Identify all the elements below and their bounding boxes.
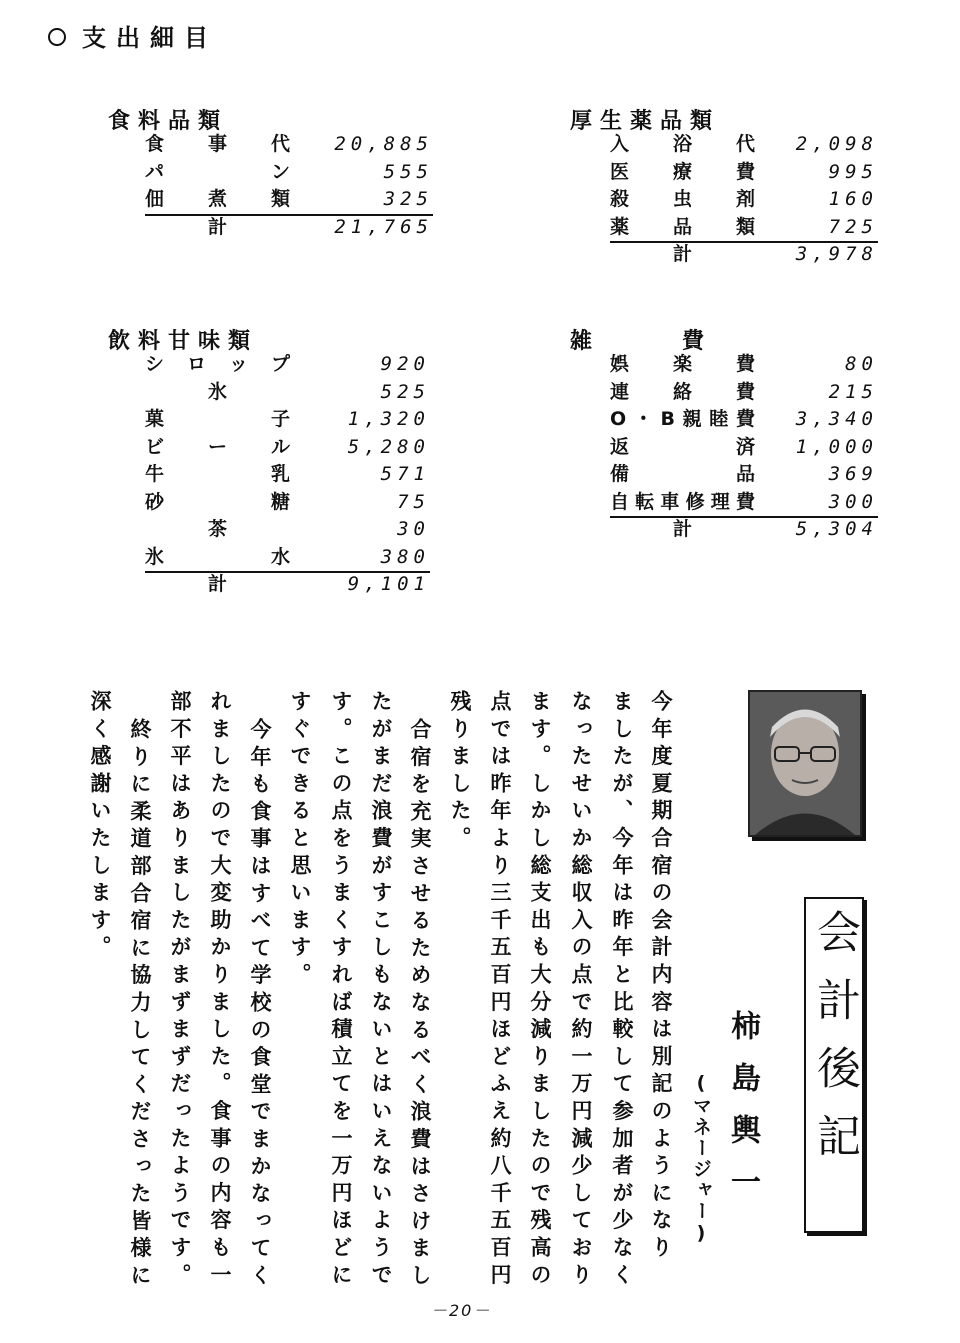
- total-label: 計: [207, 573, 227, 595]
- row-value: 75: [397, 490, 430, 513]
- total-label: 計: [672, 518, 692, 540]
- misc-table: [610, 351, 878, 544]
- total-row: [145, 214, 433, 242]
- article-column: 部不平はありましたがまずまずだったようです。: [168, 690, 193, 1291]
- total-row: [610, 241, 878, 269]
- article-column: ます。しかし総支出も大分減りましたので残高の: [528, 690, 553, 1291]
- page-number: －20－: [431, 1301, 492, 1320]
- row-label: 食 事 代: [145, 133, 290, 155]
- row-value: 995: [828, 160, 878, 183]
- row-value: 725: [828, 215, 878, 238]
- article-column: ましたが、今年は昨年と比較して参加者が少なく: [610, 690, 635, 1291]
- welfare-title: 厚生薬品類: [570, 109, 721, 134]
- row-value: 525: [380, 380, 430, 403]
- row-label: 自 転 車 修 理 費: [610, 490, 755, 513]
- row-value: 380: [380, 545, 430, 568]
- row-value: 571: [380, 463, 430, 485]
- table-row: [145, 461, 430, 489]
- author-photo: [748, 690, 862, 837]
- row-label: 菓 子: [145, 408, 290, 430]
- article-column: 合宿を充実させるためなるべく浪費はさけまし: [408, 718, 433, 1292]
- row-value: 325: [383, 188, 433, 210]
- table-row: [610, 434, 878, 462]
- total-value: 21,765: [334, 215, 433, 238]
- foods-table: [145, 131, 433, 241]
- row-label: 佃 煮 類: [145, 188, 290, 210]
- table-row: [145, 544, 430, 572]
- welfare-table: [610, 131, 878, 269]
- total-row: [145, 571, 430, 599]
- page-heading: [48, 18, 218, 53]
- row-value: 20,885: [334, 133, 433, 155]
- row-value: 80: [845, 353, 878, 375]
- table-row: [610, 186, 878, 214]
- total-value: 3,978: [795, 243, 878, 265]
- article-column: 深く感謝いたします。: [88, 690, 113, 963]
- circle-bullet-icon: [48, 28, 66, 46]
- table-row: [145, 489, 430, 517]
- row-value: 1,320: [347, 408, 430, 430]
- article-column: 今年度夏期合宿の会計内容は別記のようになり: [649, 690, 674, 1264]
- table-row: [610, 131, 878, 159]
- row-label: 牛 乳: [145, 463, 290, 485]
- row-label: 入 浴 代: [610, 133, 755, 155]
- table-row: [145, 406, 430, 434]
- row-value: 300: [828, 490, 878, 513]
- table-row: [610, 406, 878, 434]
- row-value: 30: [397, 518, 430, 540]
- table-row: [610, 379, 878, 407]
- row-value: 2,098: [795, 133, 878, 155]
- article-column: 残りました。: [448, 690, 473, 854]
- total-label: 計: [207, 215, 227, 238]
- row-value: 920: [380, 353, 430, 375]
- table-row: [610, 214, 878, 242]
- article-title: 会計後記: [809, 909, 860, 1181]
- table-row: [145, 516, 430, 544]
- article-column: 今年も食事はすべて学校の食堂でまかなってく: [248, 718, 273, 1292]
- drinks-title: 飲料甘味類: [108, 329, 259, 354]
- page-heading-text: 支出細目: [82, 24, 218, 52]
- table-row: [145, 159, 433, 187]
- row-label: ビ ー ル: [145, 435, 290, 458]
- row-label: 砂 糖: [145, 490, 290, 513]
- row-label: 医 療 費: [610, 160, 755, 183]
- row-label: 氷: [207, 380, 227, 403]
- row-label: 氷 水: [145, 545, 290, 568]
- row-value: 160: [828, 188, 878, 210]
- table-row: [610, 461, 878, 489]
- row-value: 215: [828, 380, 878, 403]
- article-column: なったせいか総収入の点で約一万円減少しており: [569, 690, 594, 1291]
- article-column: 点では昨年より三千五百円ほどふえ約八千五百円: [488, 690, 513, 1291]
- table-row: [145, 186, 433, 214]
- foods-title: 食料品類: [108, 109, 229, 134]
- table-row: [145, 434, 430, 462]
- portrait-icon: [750, 692, 860, 835]
- table-row: [610, 351, 878, 379]
- table-row: [145, 131, 433, 159]
- row-label: 殺 虫 剤: [610, 188, 755, 210]
- author-role: (マネージャー): [690, 1072, 712, 1246]
- row-value: 555: [383, 160, 433, 183]
- row-label: 連 絡 費: [610, 380, 755, 403]
- row-value: 3,340: [795, 408, 878, 430]
- row-value: 1,000: [795, 435, 878, 458]
- row-label: シ ロ ッ プ: [145, 353, 290, 375]
- total-label: 計: [672, 243, 692, 265]
- total-value: 5,304: [795, 518, 878, 540]
- row-label: 茶: [207, 518, 227, 540]
- author-name: 柿島輿一: [725, 1010, 760, 1218]
- row-label: 薬 品 類: [610, 215, 755, 238]
- row-label: O ・ B 親 睦 費: [610, 408, 755, 430]
- article-column: す。この点をうまくすれば積立てを一万円ほどに: [329, 690, 354, 1291]
- row-label: パ ン: [145, 160, 290, 183]
- table-row: [610, 159, 878, 187]
- misc-title-text: 雑費: [570, 329, 795, 354]
- article-title-box: [804, 897, 864, 1233]
- total-row: [610, 516, 878, 544]
- article-column: すぐできると思います。: [288, 690, 313, 991]
- table-row: [145, 351, 430, 379]
- total-value: 9,101: [347, 573, 430, 595]
- row-label: 備 品: [610, 463, 755, 485]
- row-value: 369: [828, 463, 878, 485]
- table-row: [145, 379, 430, 407]
- article-column: れましたので大変助かりました。食事の内容も一: [208, 690, 233, 1291]
- row-label: 返 済: [610, 435, 755, 458]
- row-value: 5,280: [347, 435, 430, 458]
- table-row: [610, 489, 878, 517]
- article-column: たがまだ浪費がすこしもないとはいえないようで: [369, 690, 394, 1291]
- row-label: 娯 楽 費: [610, 353, 755, 375]
- drinks-table: [145, 351, 430, 599]
- article-column: 終りに柔道部合宿に協力してくださった皆様に: [128, 718, 153, 1292]
